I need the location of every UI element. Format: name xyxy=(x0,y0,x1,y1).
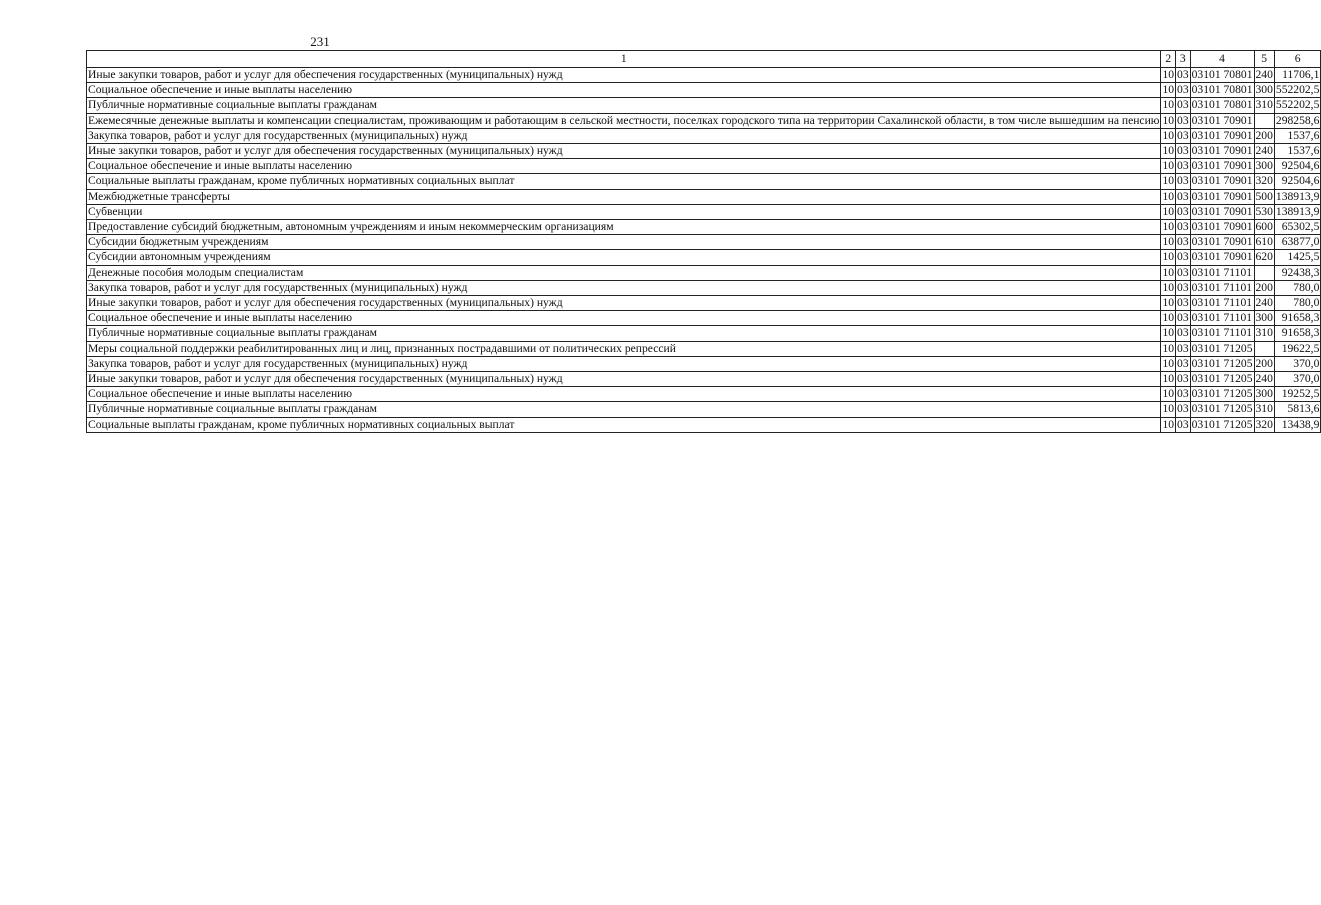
header-col-6: 6 xyxy=(1274,51,1320,68)
table-row xyxy=(87,372,1321,387)
table-row xyxy=(87,174,1321,189)
row-section-cell: 10 xyxy=(1162,326,1175,340)
table-row xyxy=(87,250,1321,265)
row-target-code-cell: 03101 70901 xyxy=(1191,204,1253,218)
row-name-cell: Публичные нормативные социальные выплаты гражданам xyxy=(87,98,1161,113)
row-name-cell: Ежемесячные денежные выплаты и компенсации специалистам, проживающим и работающим в сельской местности, поселках городского типа на территории Сахалинской области, в том числе вышедшим на пенсию xyxy=(88,113,1160,127)
row-expense-type-cell: 240 xyxy=(1255,68,1273,81)
row-subsection-cell: 03 xyxy=(1177,128,1189,142)
row-subsection-cell: 03 xyxy=(1177,417,1189,431)
table-row xyxy=(87,387,1321,402)
row-subsection-cell: 03 xyxy=(1177,159,1189,173)
row-target-code-cell: 03101 71101 xyxy=(1191,280,1253,294)
row-subsection-cell: 03 xyxy=(1177,387,1189,401)
row-expense-type-cell xyxy=(1254,341,1274,356)
row-name-cell: Субвенции xyxy=(87,204,1161,219)
row-target-code-cell: 03101 71205 xyxy=(1191,402,1253,416)
row-expense-type-cell: 300 xyxy=(1255,311,1273,325)
row-expense-type-cell xyxy=(1254,113,1274,128)
table-row xyxy=(87,280,1321,295)
row-target-code-cell: 03101 71205 xyxy=(1191,372,1253,386)
table-row xyxy=(87,189,1321,204)
row-name-cell: Меры социальной поддержки реабилитированных лиц и лиц, признанных пострадавшими от политических репрессий xyxy=(87,341,1161,356)
row-name-cell: Публичные нормативные социальные выплаты гражданам xyxy=(87,326,1161,341)
row-target-code-cell: 03101 71101 xyxy=(1191,311,1253,325)
row-expense-type-cell: 200 xyxy=(1255,356,1273,370)
row-subsection-cell: 03 xyxy=(1177,204,1189,218)
row-expense-type-cell: 200 xyxy=(1255,280,1273,294)
table-row xyxy=(87,326,1321,341)
row-section-cell: 10 xyxy=(1162,189,1175,203)
row-section-cell: 10 xyxy=(1162,372,1175,386)
row-expense-type-cell: 200 xyxy=(1255,128,1273,142)
row-expense-type-cell: 320 xyxy=(1255,417,1273,431)
row-amount-cell: 92504,6 xyxy=(1274,159,1320,174)
row-section-cell: 10 xyxy=(1162,220,1175,234)
row-target-code-cell: 03101 70901 xyxy=(1191,159,1253,173)
row-section-cell: 10 xyxy=(1162,204,1175,218)
row-subsection-cell: 03 xyxy=(1177,83,1189,97)
row-target-code-cell: 03101 71101 xyxy=(1191,296,1253,310)
table-row xyxy=(87,113,1321,128)
table-row xyxy=(87,356,1321,371)
table-row xyxy=(87,235,1321,250)
table-row xyxy=(87,417,1321,432)
row-amount-cell: 552202,5 xyxy=(1275,98,1320,112)
table-row xyxy=(87,68,1321,83)
row-section-cell: 10 xyxy=(1162,280,1175,294)
row-amount-cell: 11706,1 xyxy=(1274,68,1320,83)
row-target-code-cell: 03101 70801 xyxy=(1191,98,1253,112)
row-section-cell: 10 xyxy=(1162,144,1175,158)
table-row xyxy=(87,128,1321,143)
row-expense-type-cell xyxy=(1254,265,1274,280)
row-amount-cell: 63877,0 xyxy=(1274,235,1320,250)
row-expense-type-cell: 240 xyxy=(1255,144,1273,158)
row-section-cell: 10 xyxy=(1162,341,1175,355)
row-section-cell: 10 xyxy=(1162,250,1175,264)
row-target-code-cell: 03101 71205 xyxy=(1191,387,1253,401)
row-amount-cell: 65302,5 xyxy=(1274,220,1320,235)
row-subsection-cell: 03 xyxy=(1177,311,1189,325)
table-row xyxy=(87,341,1321,356)
row-subsection-cell: 03 xyxy=(1177,189,1189,203)
table-header xyxy=(87,51,1321,68)
row-name-cell: Предоставление субсидий бюджетным, автономным учреждениям и иным некоммерческим организациям xyxy=(87,220,1161,235)
row-target-code-cell: 03101 71205 xyxy=(1191,417,1253,431)
budget-table xyxy=(86,50,1321,433)
row-amount-cell: 780,0 xyxy=(1274,280,1320,295)
row-expense-type-cell: 500 xyxy=(1255,189,1273,203)
row-name-cell: Субсидии автономным учреждениям xyxy=(87,250,1161,265)
row-section-cell: 10 xyxy=(1162,235,1175,249)
row-amount-cell: 370,0 xyxy=(1274,372,1320,387)
row-section-cell: 10 xyxy=(1162,98,1175,112)
table-row xyxy=(87,402,1321,417)
row-section-cell: 10 xyxy=(1162,356,1175,370)
row-expense-type-cell: 620 xyxy=(1255,250,1273,264)
page-number: 231 xyxy=(310,34,330,49)
header-col-4: 4 xyxy=(1190,51,1254,68)
table-row xyxy=(87,159,1321,174)
row-section-cell: 10 xyxy=(1162,113,1175,127)
row-target-code-cell: 03101 71205 xyxy=(1191,356,1253,370)
row-amount-cell: 92438,3 xyxy=(1274,265,1320,280)
row-name-cell: Социальные выплаты гражданам, кроме публичных нормативных социальных выплат xyxy=(87,174,1161,189)
row-section-cell: 10 xyxy=(1162,296,1175,310)
row-subsection-cell: 03 xyxy=(1177,265,1189,279)
table-row xyxy=(87,83,1321,98)
row-name-cell: Социальное обеспечение и иные выплаты населению xyxy=(87,83,1161,98)
row-name-cell: Иные закупки товаров, работ и услуг для обеспечения государственных (муниципальных) нужд xyxy=(87,144,1161,159)
row-section-cell: 10 xyxy=(1162,68,1175,81)
row-name-cell: Публичные нормативные социальные выплаты гражданам xyxy=(87,402,1161,417)
row-section-cell: 10 xyxy=(1162,311,1175,325)
row-name-cell: Закупка товаров, работ и услуг для государственных (муниципальных) нужд xyxy=(87,356,1161,371)
row-amount-cell: 19252,5 xyxy=(1274,387,1320,402)
row-expense-type-cell: 310 xyxy=(1255,402,1273,416)
row-target-code-cell: 03101 71101 xyxy=(1191,326,1253,340)
row-subsection-cell: 03 xyxy=(1177,326,1189,340)
table-row xyxy=(87,98,1321,113)
row-amount-cell: 138913,9 xyxy=(1275,189,1320,203)
header-col-2: 2 xyxy=(1161,51,1176,68)
row-target-code-cell: 03101 71205 xyxy=(1191,341,1253,355)
row-name-cell: Социальное обеспечение и иные выплаты населению xyxy=(87,159,1161,174)
row-subsection-cell: 03 xyxy=(1177,356,1189,370)
row-subsection-cell: 03 xyxy=(1177,144,1189,158)
row-subsection-cell: 03 xyxy=(1177,98,1189,112)
row-name-cell: Социальные выплаты гражданам, кроме публичных нормативных социальных выплат xyxy=(87,417,1161,432)
row-section-cell: 10 xyxy=(1162,265,1175,279)
row-target-code-cell: 03101 70901 xyxy=(1191,250,1253,264)
row-expense-type-cell: 600 xyxy=(1255,220,1273,234)
row-amount-cell: 370,0 xyxy=(1274,356,1320,371)
row-name-cell: Иные закупки товаров, работ и услуг для обеспечения государственных (муниципальных) нужд xyxy=(87,68,1161,83)
row-name-cell: Денежные пособия молодым специалистам xyxy=(87,265,1161,280)
row-subsection-cell: 03 xyxy=(1177,341,1189,355)
table-row xyxy=(87,311,1321,326)
row-section-cell: 10 xyxy=(1162,387,1175,401)
row-section-cell: 10 xyxy=(1162,128,1175,142)
row-expense-type-cell: 320 xyxy=(1255,174,1273,188)
row-amount-cell: 92504,6 xyxy=(1274,174,1320,189)
row-target-code-cell: 03101 70901 xyxy=(1191,174,1253,188)
row-section-cell: 10 xyxy=(1162,159,1175,173)
row-amount-cell: 5813,6 xyxy=(1274,402,1320,417)
table-row xyxy=(87,144,1321,159)
row-expense-type-cell: 240 xyxy=(1255,372,1273,386)
row-expense-type-cell: 300 xyxy=(1255,159,1273,173)
table-body xyxy=(87,68,1321,433)
row-section-cell: 10 xyxy=(1162,402,1175,416)
table-row xyxy=(87,265,1321,280)
row-name-cell: Закупка товаров, работ и услуг для государственных (муниципальных) нужд xyxy=(87,280,1161,295)
row-subsection-cell: 03 xyxy=(1177,402,1189,416)
row-subsection-cell: 03 xyxy=(1177,280,1189,294)
row-section-cell: 10 xyxy=(1162,83,1175,97)
row-subsection-cell: 03 xyxy=(1177,250,1189,264)
row-name-cell: Социальное обеспечение и иные выплаты населению xyxy=(87,311,1161,326)
row-amount-cell: 13438,9 xyxy=(1274,417,1320,432)
row-amount-cell: 1425,5 xyxy=(1274,250,1320,265)
header-row xyxy=(87,51,1321,68)
row-expense-type-cell: 300 xyxy=(1255,387,1273,401)
row-section-cell: 10 xyxy=(1162,417,1175,431)
row-name-cell: Социальное обеспечение и иные выплаты населению xyxy=(87,387,1161,402)
row-amount-cell: 19622,5 xyxy=(1274,341,1320,356)
row-subsection-cell: 03 xyxy=(1177,220,1189,234)
row-amount-cell: 1537,6 xyxy=(1274,128,1320,143)
table-row xyxy=(87,296,1321,311)
row-expense-type-cell: 530 xyxy=(1255,204,1273,218)
row-target-code-cell: 03101 70901 xyxy=(1191,113,1253,127)
row-subsection-cell: 03 xyxy=(1177,372,1189,386)
header-col-3: 3 xyxy=(1176,51,1191,68)
row-amount-cell: 138913,9 xyxy=(1275,204,1320,218)
row-target-code-cell: 03101 71101 xyxy=(1191,265,1253,279)
row-target-code-cell: 03101 70801 xyxy=(1191,83,1253,97)
row-subsection-cell: 03 xyxy=(1177,68,1189,81)
row-amount-cell: 1537,6 xyxy=(1274,144,1320,159)
row-amount-cell: 552202,5 xyxy=(1275,83,1320,97)
row-target-code-cell: 03101 70901 xyxy=(1191,128,1253,142)
row-name-cell: Иные закупки товаров, работ и услуг для обеспечения государственных (муниципальных) нужд xyxy=(87,372,1161,387)
row-expense-type-cell: 610 xyxy=(1255,235,1273,249)
row-name-cell: Межбюджетные трансферты xyxy=(87,189,1161,204)
row-subsection-cell: 03 xyxy=(1177,235,1189,249)
header-col-5: 5 xyxy=(1254,51,1274,68)
header-col-1: 1 xyxy=(87,51,1161,68)
row-target-code-cell: 03101 70901 xyxy=(1191,220,1253,234)
row-subsection-cell: 03 xyxy=(1177,296,1189,310)
row-amount-cell: 780,0 xyxy=(1274,296,1320,311)
row-subsection-cell: 03 xyxy=(1177,113,1189,127)
row-expense-type-cell: 310 xyxy=(1255,326,1273,340)
row-target-code-cell: 03101 70901 xyxy=(1191,144,1253,158)
row-expense-type-cell: 310 xyxy=(1255,98,1273,112)
row-subsection-cell: 03 xyxy=(1177,174,1189,188)
table-row xyxy=(87,220,1321,235)
row-name-cell: Иные закупки товаров, работ и услуг для обеспечения государственных (муниципальных) нужд xyxy=(87,296,1161,311)
row-expense-type-cell: 240 xyxy=(1255,296,1273,310)
row-section-cell: 10 xyxy=(1162,174,1175,188)
row-name-cell: Субсидии бюджетным учреждениям xyxy=(87,235,1161,250)
row-amount-cell: 91658,3 xyxy=(1274,311,1320,326)
row-name-cell: Закупка товаров, работ и услуг для государственных (муниципальных) нужд xyxy=(87,128,1161,143)
row-target-code-cell: 03101 70901 xyxy=(1191,189,1253,203)
row-expense-type-cell: 300 xyxy=(1255,83,1273,97)
row-target-code-cell: 03101 70801 xyxy=(1191,68,1253,81)
row-target-code-cell: 03101 70901 xyxy=(1191,235,1253,249)
row-amount-cell: 298258,6 xyxy=(1275,113,1320,127)
row-amount-cell: 91658,3 xyxy=(1274,326,1320,341)
table-row xyxy=(87,204,1321,219)
